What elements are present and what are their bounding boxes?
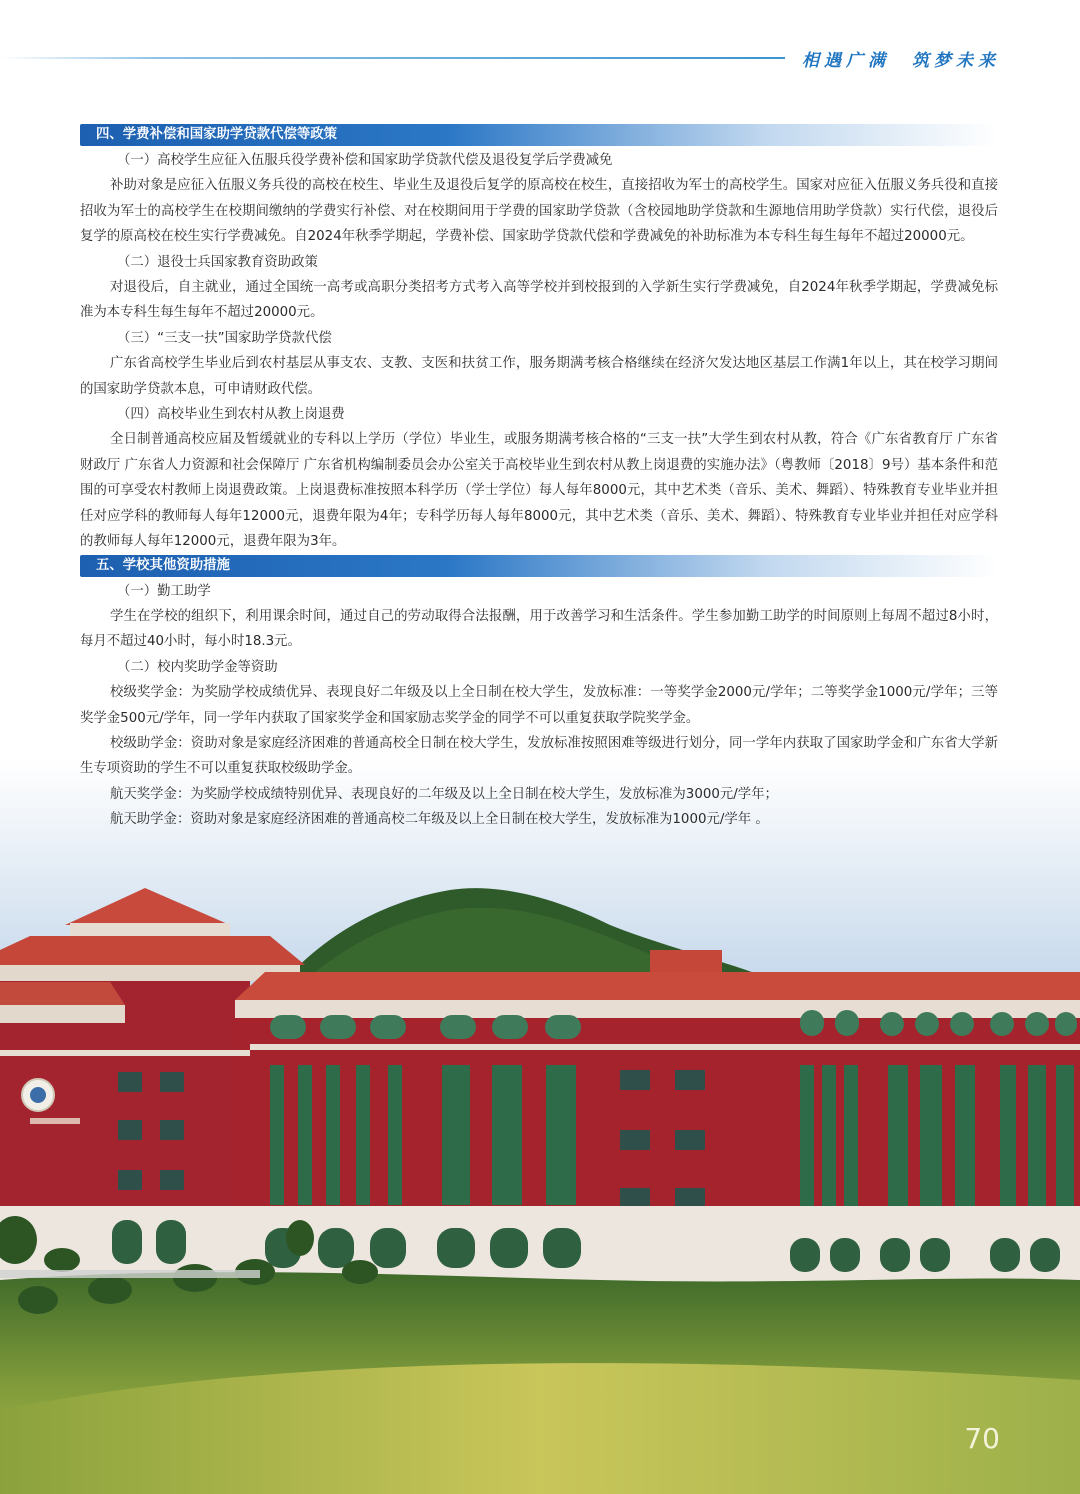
paragraph: 学生在学校的组织下，利用课余时间，通过自己的劳动取得合法报酬，用于改善学习和生活条件。学生参加勤工助学的时间原则上每周不超过8小时，每月不超过40小时，每小时18.3元。 xyxy=(80,608,998,650)
subsection-heading: （一）高校学生应征入伍服兵役学费补偿和国家助学贷款代偿及退役复学后学费减免 xyxy=(117,153,613,168)
paragraph: 航天奖学金：为奖励学校成绩特别优异、表现良好的二年级及以上全日制在校大学生，发放标准为3000元/学年； xyxy=(110,786,778,802)
subsection-heading: （一）勤工助学 xyxy=(117,583,211,599)
paragraph: 全日制普通高校应届及暂缓就业的专科以上学历（学位）毕业生，或服务期满考核合格的“三支一扶”大学生到农村从教，符合《广东省教育厅 广东省财政厅 广东省人力资源和社会保障厅 广东省机构编制委员会办公室关于高校毕业生到农村从教上岗退费的实施办法》（粤教师〔2018〕9号）基本条件和范围的可享受农村教师上岗退费政策。上岗退费标准按照本科学历（学士学位）每人每年8000元，其中艺术类（音乐、美术、舞蹈）、特殊教育专业毕业并担任对应学科的教师每人每年12000元，退费年限为4年；专科学历每人每年8000元，其中艺术类（音乐、美术、舞蹈）、特殊教育专业毕业并担任对应学科的教师每人每年12000元，退费年限为3年。 xyxy=(80,432,998,550)
paragraph: 补助对象是应征入伍服义务兵役的高校在校生、毕业生及退役后复学的原高校在校生，直接招收为军士的高校学生。国家对应征入伍服义务兵役和直接招收为军士的高校学生在校期间缴纳的学费实行补偿、对在校期间用于学费的国家助学贷款（含校园地助学贷款和生源地信用助学贷款）实行代偿，退役后复学的原高校在校生实行学费减免。自2024年秋季学期起，学费补偿、国家助学贷款代偿和学费减免的补助标准为本专科生每生每年不超过20000元。 xyxy=(80,178,998,245)
paragraph: 广东省高校学生毕业后到农村基层从事支农、支教、支医和扶贫工作，服务期满考核合格继续在经济欠发达地区基层工作满1年以上，其在校学习期间的国家助学贷款本息，可申请财政代偿。 xyxy=(80,356,998,397)
document-body xyxy=(80,124,998,833)
paragraph: 对退役后，自主就业，通过全国统一高考或高职分类招考方式考入高等学校并到校报到的入学新生实行学费减免，自2024年秋季学期起，学费减免标准为本专科生每生每年不超过20000元。 xyxy=(80,280,998,321)
campus-building-photo xyxy=(0,760,1080,1494)
header-slogan xyxy=(802,46,1000,71)
subsection-heading: （二）校内奖助学金等资助 xyxy=(117,659,278,675)
paragraph: 校级助学金：资助对象是家庭经济困难的普通高校全日制在校大学生，发放标准按照困难等级进行划分，同一学年内获取了国家助学金和广东省大学新生专项资助的学生不可以重复获取校级助学金。 xyxy=(80,735,998,777)
paragraph: 校级奖学金：为奖励学校成绩优异、表现良好二年级及以上全日制在校大学生，发放标准：一等奖学金2000元/学年；二等奖学金1000元/学年；三等奖学金500元/学年，同一学年内获取了国家奖学金和国家励志奖学金的同学不可以重复获取学院奖学金。 xyxy=(80,685,998,726)
paragraph: 航天助学金：资助对象是家庭经济困难的普通高校二年级及以上全日制在校大学生，发放标准为1000元/学年 。 xyxy=(110,812,769,828)
section-title-5: 五、学校其他资助措施 xyxy=(80,555,998,577)
header-divider-line xyxy=(0,57,785,59)
page-number: 70 xyxy=(964,1422,1000,1455)
subsection-heading: （四）高校毕业生到农村从教上岗退费 xyxy=(117,407,345,423)
slogan-right: 筑梦未来 xyxy=(912,51,1000,71)
subsection-heading: （二）退役士兵国家教育资助政策 xyxy=(117,254,318,270)
subsection-heading: （三）“三支一扶”国家助学贷款代偿 xyxy=(117,330,332,346)
section-title-4: 四、学费补偿和国家助学贷款代偿等政策 xyxy=(80,124,998,146)
slogan-left: 相遇广满 xyxy=(802,51,890,71)
